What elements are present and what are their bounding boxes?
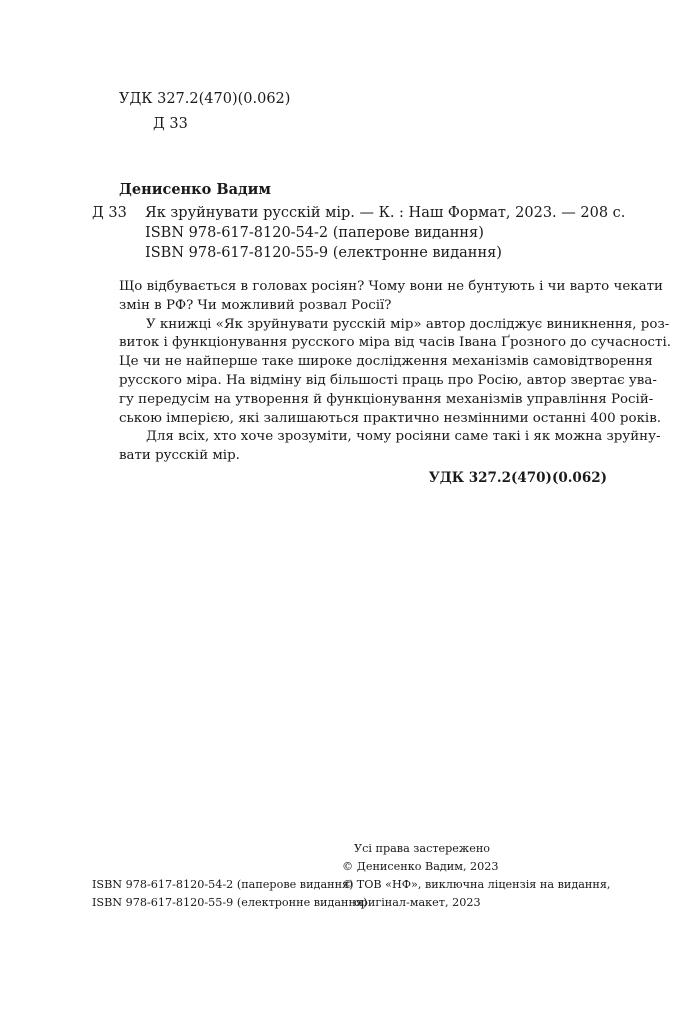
udk-code-bottom: УДК 327.2(470)(0.062) xyxy=(428,470,607,486)
annotation-line: ською імперією, які залишаються практично незмінними останні 400 років. xyxy=(119,410,662,426)
rights-reserved: Усі права застережено xyxy=(354,842,491,855)
annotation-line: Що відбувається в головах росіян? Чому вони не бунтують і чи варто чекати xyxy=(119,279,663,294)
copyright-layout: оригінал-макет, 2023 xyxy=(354,896,481,909)
annotation-line: Для всіх, хто хоче зрозуміти, чому росіяни саме такі і як можна зруйну- xyxy=(146,429,661,445)
annotation-line: змін в РФ? Чи можливий розвал Росії? xyxy=(119,297,392,313)
bibliographic-title: Як зруйнувати русскій мір. — К. : Наш Формат, 2023. — 208 с. xyxy=(145,205,626,221)
annotation-line: виток і функціонування русского міра від часів Івана Ґрозного до сучасності. xyxy=(119,335,671,351)
udk-code-top: УДК 327.2(470)(0.062) xyxy=(119,91,291,107)
annotation-line: вати русскій мір. xyxy=(119,448,240,464)
author-name: Денисенко Вадим xyxy=(119,181,272,198)
copyright-publisher: © ТОВ «НФ», виключна ліцензія на видання, xyxy=(342,878,611,891)
isbn-electronic: ISBN 978-617-8120-55-9 (електронне видання) xyxy=(145,245,502,261)
imprint-isbn-print: ISBN 978-617-8120-54-2 (паперове видання) xyxy=(92,878,354,891)
annotation-line: У книжці «Як зруйнувати русскій мір» автор досліджує виникнення, роз- xyxy=(146,316,670,332)
imprint-isbn-electronic: ISBN 978-617-8120-55-9 (електронне видання) xyxy=(92,896,368,909)
annotation xyxy=(119,278,671,466)
annotation-line: русского міра. На відміну від більшості праць про Росію, автор звертає ува- xyxy=(119,372,657,388)
annotation-line: гу передусім на утворення й функціонування механізмів управління Росій- xyxy=(119,391,654,407)
author-mark: Д 33 xyxy=(92,205,127,221)
isbn-print: ISBN 978-617-8120-54-2 (паперове видання) xyxy=(145,225,484,241)
author-mark-top: Д 33 xyxy=(153,116,188,132)
annotation-line: Це чи не найперше таке широке дослідження механізмів самовідтворення xyxy=(119,354,653,370)
copyright-author: © Денисенко Вадим, 2023 xyxy=(342,860,499,873)
